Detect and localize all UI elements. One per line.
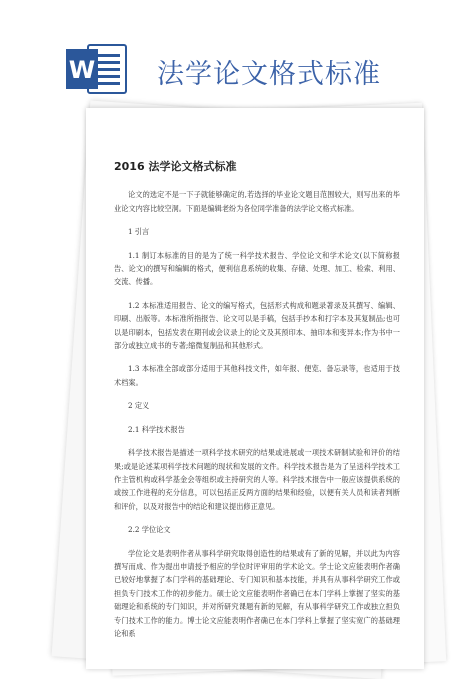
intro-paragraph: 论文的选定不是一下子就能够确定的,若选择的毕业论文题目范围较大，则写出来的毕业论文内容比较空洞。下面是编辑老纷为各位同学准备的法学论文格式标准。 <box>114 190 400 213</box>
paper-sheet-front <box>86 108 424 669</box>
section-heading-introduction: 1 引言 <box>128 227 150 237</box>
section-heading-definitions: 2 定义 <box>128 401 150 411</box>
word-icon <box>66 41 128 97</box>
thesis-paragraph: 学位论文是表明作者从事科学研究取得创造性的结果或有了新的见解，并以此为内容撰写而成、作为提出申请授予相应的学位时评审用的学术论文。学士论文应能表明作者确已较好地掌握了本门学科的基础理论、专门知识和基本技能，并具有从事科学研究工作或担负专门技术工作的初步能力。硕士论文应能表明作者确已在本门学科上掌握了坚实的基础理论和系统的专门知识，并对所研究课题有新的见解，有从事科学研究工作或独立担负专门技术工作的能力。博士论文应能表明作者确已在本门学科上掌握了坚实宽广的基础理论和系 <box>114 548 400 638</box>
clause-1-1: 1.1 制订本标准的目的是为了统一科学技术报告、学位论文和学术论文(以下简称报告、论文)的撰写和编辑的格式，便利信息系统的收集、存储、处理、加工、检索、利用、交流、传播。 <box>114 250 400 287</box>
svg-text:W: W <box>68 56 96 84</box>
subsection-heading-technical-report: 2.1 科学技术报告 <box>128 424 185 434</box>
subsection-heading-thesis: 2.2 学位论文 <box>128 525 171 535</box>
document-title: 2016 法学论文格式标准 <box>114 160 237 173</box>
document-body <box>114 160 400 650</box>
clause-1-2: 1.2 本标准适用报告、论文的编写格式，包括形式构成和题录著录及其撰写、编辑、印刷、出版等。本标准所指报告、论文可以是手稿，包括手抄本和打字本及其复制品;也可以是印刷本，包括发表在期刊或会议录上的论文及其预印本、抽印本和变异本;作为书中一部分或独立成书的专著;缩微复制品和其他形式。 <box>114 300 400 351</box>
technical-report-paragraph: 科学技术报告是描述一项科学技术研究的结果或进展或一项技术研制试验和评价的结果;或是论述某项科学技术问题的现状和发展的文件。科学技术报告是为了呈送科学技术工作主管机构或科学基金会等组织或主持研究的人等。科学技术报告中一般应该提供系统的或按工作进程的充分信息，可以包括正反两方面的结果和经验，以便有关人员和读者判断和评价，以及对报告中的结论和建议提出修正意见。 <box>114 448 400 511</box>
document-preview <box>70 108 440 669</box>
page-title: 法学论文格式标准 <box>157 59 381 90</box>
page-header <box>0 0 474 110</box>
clause-1-3: 1.3 本标准全部或部分适用于其他科技文件，如年报、便览、备忘录等，也适用于技术档案。 <box>114 364 400 387</box>
